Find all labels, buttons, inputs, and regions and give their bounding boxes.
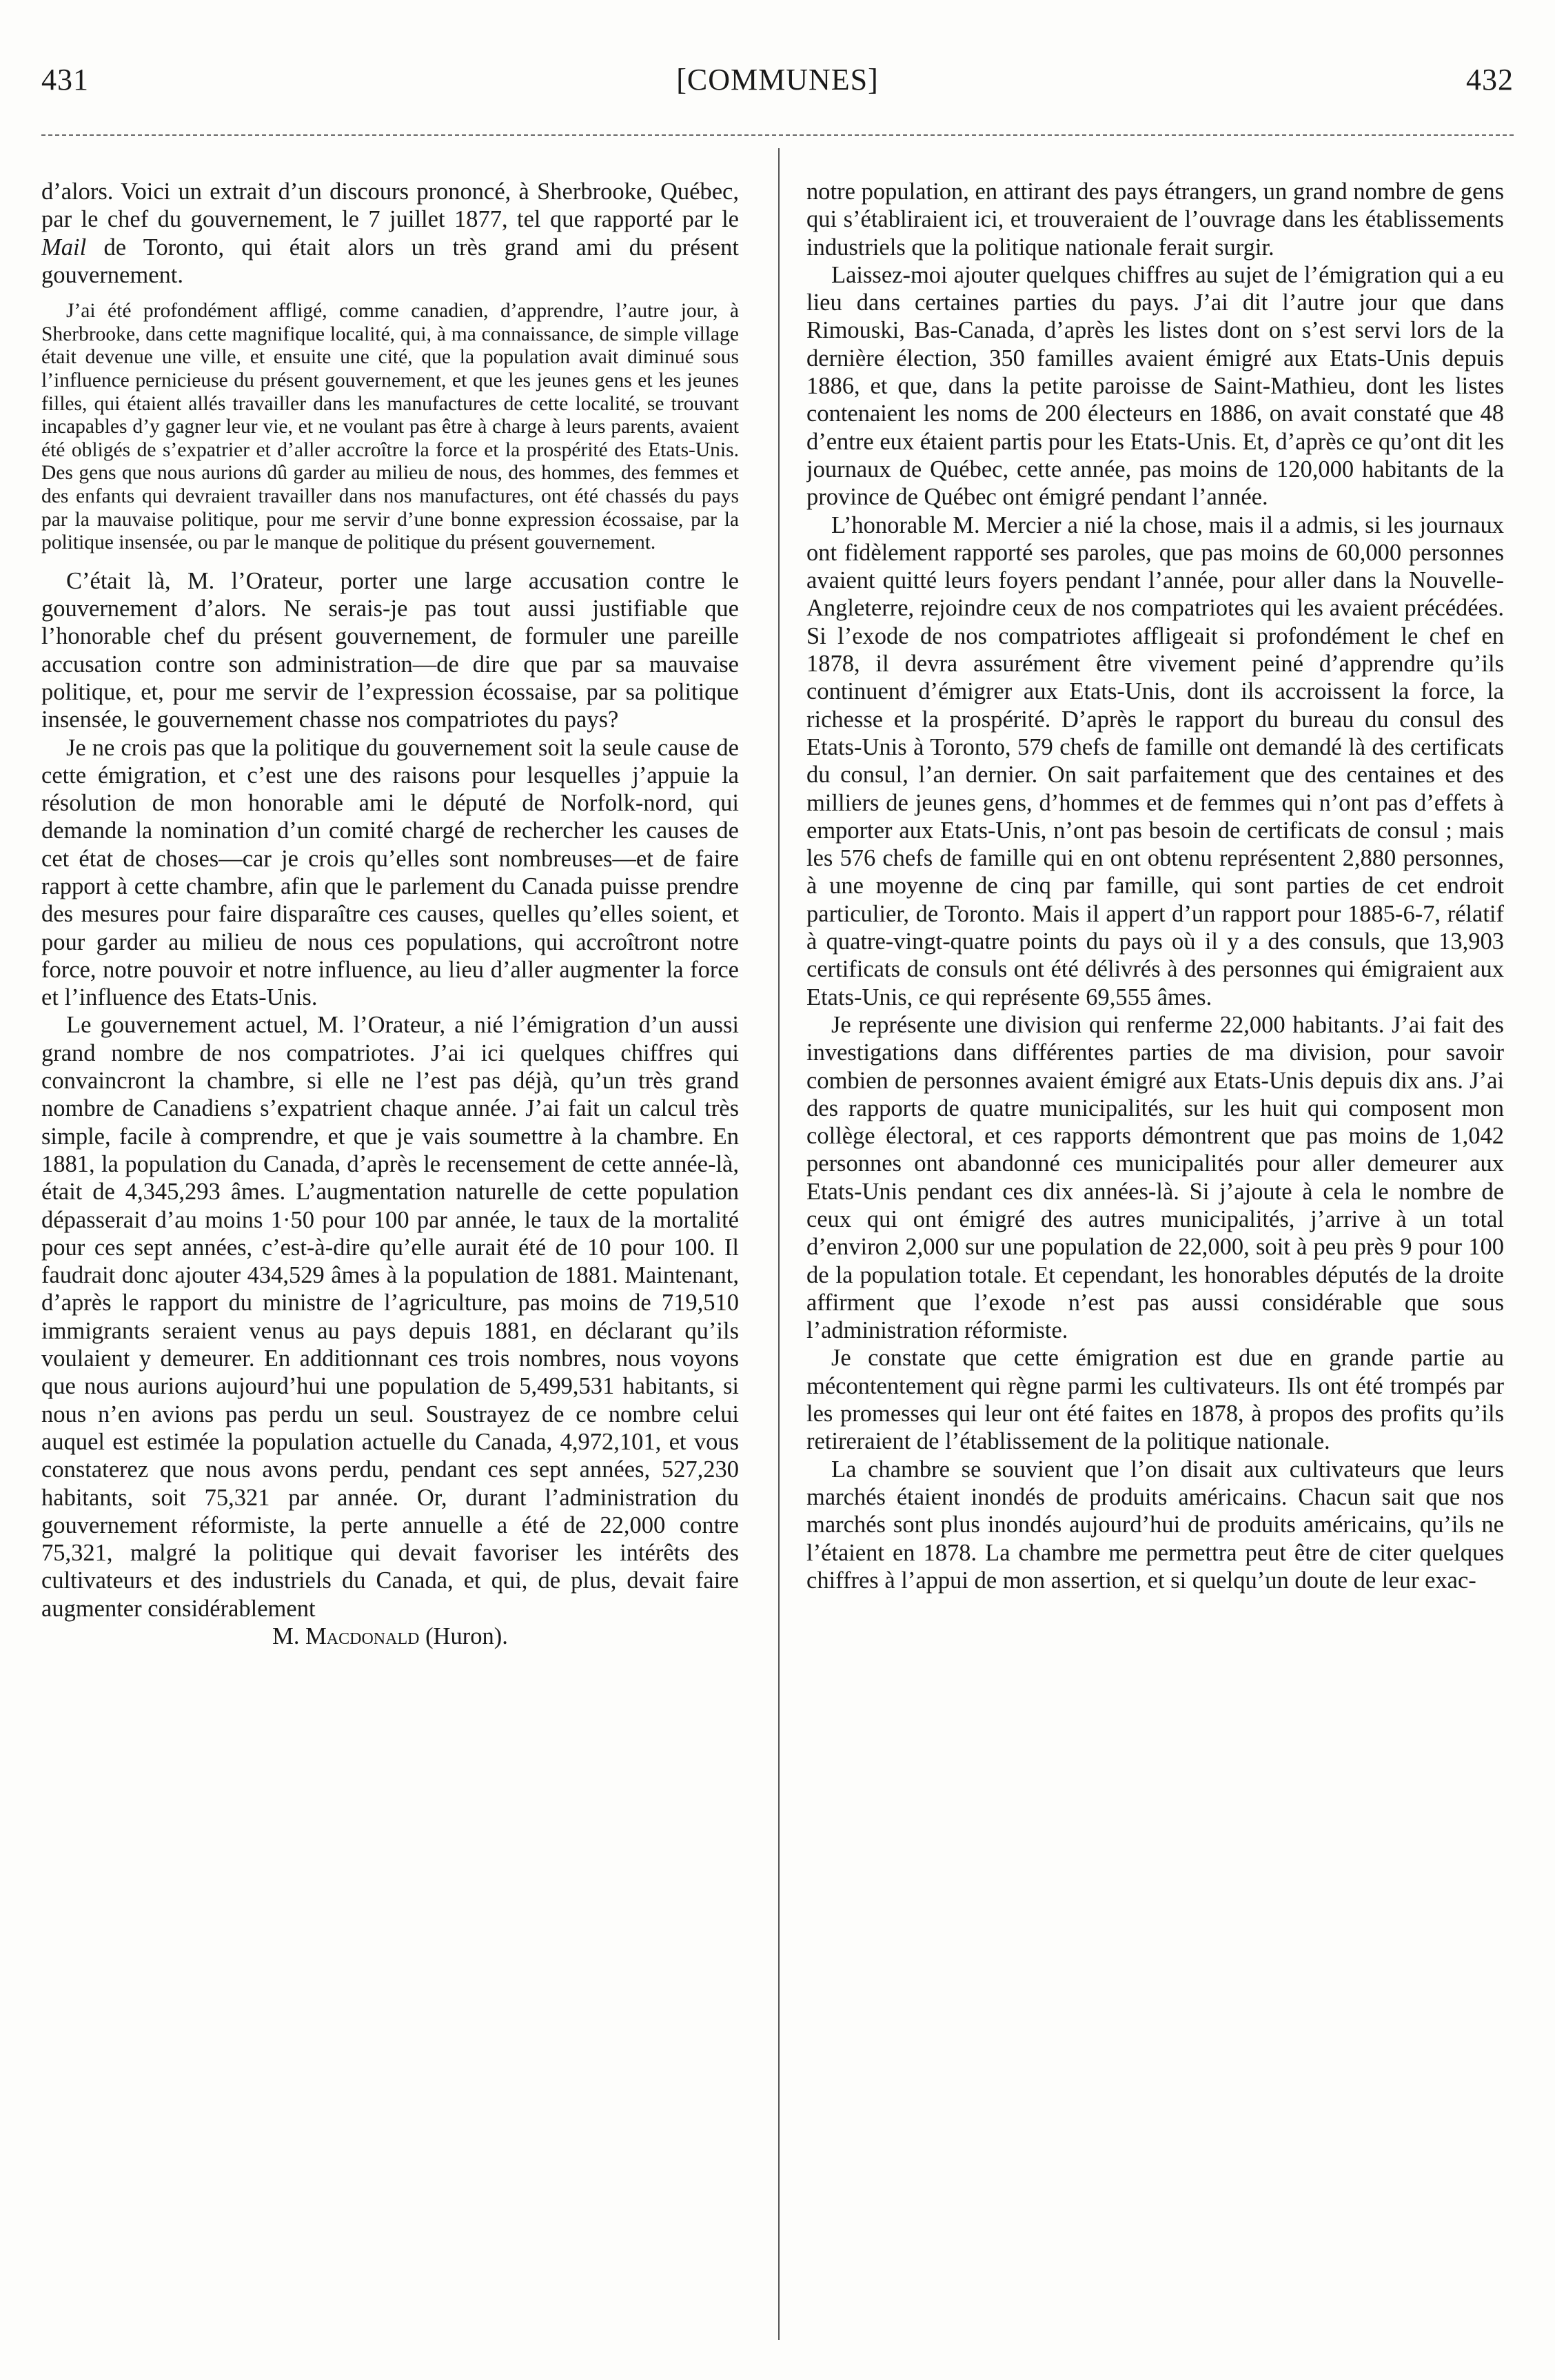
header-rule [41,134,1514,136]
left-column [41,178,739,2352]
quotation: J’ai été profondément affligé, comme canadien, d’apprendre, l’autre jour, à Sherbrooke, dans cette magnifique localité, qui, à ma connaissance, de simple village était devenue une ville, et ensuite une cité, que la population avait diminué sous l’influence pernicieuse du présent gouvernement, et que les jeunes gens et les jeunes filles, qui étaient allés travailler dans les manufactures de cette localité, se trouvant incapables d’y gagner leur vie, et ne voulant pas être à charge à leurs parents, avaient été obligés de s’expatrier et d’aller accroître la force et la prospérité des Etats-Unis. Des gens que nous aurions dû garder au milieu de nous, des hommes, des femmes et des enfants qui devraient travailler dans nos manufactures, ont été chassés du pays par la mauvaise politique, pour me servir d’une bonne expression écossaise, par la politique insensée, ou par le manque de politique du présent gouvernement. [41,300,739,554]
paragraph: Je constate que cette émigration est due en grande partie au mécontentement qui règne parmi les cultivateurs. Ils ont été trompés par les promesses qui leur ont été faites en 1878, à propos des profits qu’ils retireraient de l’établissement de la politique nationale. [806,1345,1504,1455]
paragraph: La chambre se souvient que l’on disait aux cultivateurs que leurs marchés étaient inondés de produits américains. Chacun sait que nos marchés sont plus inondés aujourd’hui de produits américains, qu’ils ne l’étaient en 1878. La chambre me permettra peut être de citer quelques chiffres à l’appui de mon assertion, et si quelqu’un doute de leur exac- [806,1456,1504,1594]
speaker-signature: M. Macdonald (Huron). [272,1623,508,1649]
column-divider [778,148,780,2340]
section-title: [COMMUNES] [676,63,879,96]
paragraph: notre population, en attirant des pays étrangers, un grand nombre de gens qui s’établiraient ici, et trouveraient de l’ouvrage dans les établissements industriels que la politique nationale ferait surgir. [806,179,1504,261]
page-number-right: 432 [1466,63,1514,96]
paragraph: L’honorable M. Mercier a nié la chose, mais il a admis, si les journaux ont fidèlement rapporté ses paroles, que pas moins de 60,000 personnes avaient quitté leurs foyers pendant l’année, pour aller dans la Nouvelle-Angleterre, rejoindre ceux de nos compatriotes qui les avaient précédées. Si l’exode de nos compatriotes affligeait si profondément le chef en 1878, il devra assurément être vivement peiné d’apprendre qu’ils continuent d’émigrer aux Etats-Unis, dont ils accroissent la force, la richesse et la prospérité. D’après le rapport du bureau du consul des Etats-Unis à Toronto, 579 chefs de famille ont demandé là des certificats du consul, l’an dernier. On sait parfaitement que des centaines et des milliers de jeunes gens, d’hommes et de femmes qui n’ont pas d’effets à emporter aux Etats-Unis, n’ont pas besoin de certificats de consul ; mais les 576 chefs de famille qui en ont obtenu représentent 2,880 personnes, à une moyenne de cinq par famille, qui sont parties de cet endroit particulier, de Toronto. Mais il appert d’un rapport pour 1885-6-7, rélatif à quatre-vingt-quatre points du pays où il y a des consuls, que 13,903 certificats de consuls ont été délivrés à des personnes qui émigraient aux Etats-Unis, ce qui représente 69,555 âmes. [806,511,1504,1010]
page-header [41,62,1514,110]
paragraph: Je ne crois pas que la politique du gouvernement soit la seule cause de cette émigration, et c’est une des raisons pour lesquelles j’appuie la résolution de mon honorable ami le député de Norfolk-nord, qui demande la nomination d’un comité chargé de rechercher les causes de cet état de choses—car je crois qu’elles sont nombreuses—et de faire rapport à cette chambre, afin que le parlement du Canada puisse prendre des mesures pour faire disparaître ces causes, quelles qu’elles soient, et pour garder au milieu de nous ces populations, qui accroîtront notre force, notre pouvoir et notre influence, au lieu d’aller augmenter la force et l’influence des Etats-Unis. [41,734,739,1011]
page-number-left: 431 [41,63,89,96]
paragraph: Laissez-moi ajouter quelques chiffres au sujet de l’émigration qui a eu lieu dans certaines parties du pays. J’ai dit l’autre jour que dans Rimouski, Bas-Canada, d’après les listes dont on s’est servi lors de la dernière élection, 350 familles avaient émigré aux Etats-Unis depuis 1886, et que, dans la petite paroisse de Saint-Mathieu, dont les listes contenaient les noms de 200 électeurs en 1886, on avait constaté que 48 d’entre eux étaient partis pour les Etats-Unis. Et, d’après ce qu’ont dit les journaux de Québec, cette année, pas moins de 120,000 habitants de la province de Québec ont émigré pendant l’année. [806,261,1504,511]
paragraph: C’était là, M. l’Orateur, porter une large accusation contre le gouvernement d’alors. Ne serais-je pas tout aussi justifiable que l’honorable chef du présent gouvernement, de formuler une pareille accusation contre son administration—de dire que par sa mauvaise politique, et, pour me servir de l’expression écossaise, par sa politique insensée, le gouvernement chasse nos compatriotes du pays? [41,567,739,733]
paragraph: Le gouvernement actuel, M. l’Orateur, a nié l’émigration d’un aussi grand nombre de nos compatriotes. J’ai ici quelques chiffres qui convaincront la chambre, si elle ne l’est pas déjà, qu’un très grand nombre de Canadiens s’expatrient chaque année. J’ai fait un calcul très simple, facile à comprendre, et que je vais soumettre à la chambre. En 1881, la population du Canada, d’après le recensement de cette année-là, était de 4,345,293 âmes. L’augmentation naturelle de cette population dépasserait d’au moins 1·50 pour 100 par année, le taux de la mortalité pour ces sept années, c’est-à-dire qu’elle aurait été de 10 pour 100. Il faudrait donc ajouter 434,529 âmes à la population de 1881. Maintenant, d’après le rapport du ministre de l’agriculture, pas moins de 719,510 immigrants seraient venus au pays depuis 1881, en déclarant qu’ils voulaient y demeurer. En additionnant ces trois nombres, nous voyons que nous aurions aujourd’hui une population de 5,499,531 habitants, si nous n’en avions pas perdu un seul. Soustrayez de ce nombre celui auquel est estimée la population actuelle du Canada, 4,972,101, et vous constaterez que nous avons perdu, pendant ces sept années, 527,230 habitants, soit 75,321 par année. Or, durant l’administration du gouvernement réformiste, la perte annuelle a été de 22,000 contre 75,321, malgré la politique qui devait favoriser les intérêts des cultivateurs et des industriels du Canada, et qui, de plus, devait faire augmenter considérablement [41,1012,739,1622]
right-column [806,178,1504,2352]
paragraph: Je représente une division qui renferme 22,000 habitants. J’ai fait des investigations dans différentes parties de ma division, pour savoir combien de personnes avaient émigré aux Etats-Unis depuis dix ans. J’ai des rapports de quatre municipalités, sur les huit qui composent mon collège électoral, et ces rapports démontrent que pas moins de 1,042 personnes ont abandonné ces municipalités pour aller demeurer aux Etats-Unis pendant ces dix années-là. Si j’ajoute à cela le nombre de ceux qui ont émigré des autres municipalités, j’arrive à un total d’environ 2,000 sur une population de 22,000, soit à peu près 9 pour 100 de la population totale. Et cependant, les honorables députés de la droite affirment que l’exode n’est pas aussi considérable que sous l’administration réformiste. [806,1011,1504,1344]
newspaper-name: Mail [41,234,87,261]
paragraph: d’alors. Voici un extrait d’un discours prononcé, à Sherbrooke, Québec, par le chef du gouvernement, le 7 juillet 1877, tel que rapporté par le Mail de Toronto, qui était alors un très grand ami du présent gouvernement. [41,179,739,288]
